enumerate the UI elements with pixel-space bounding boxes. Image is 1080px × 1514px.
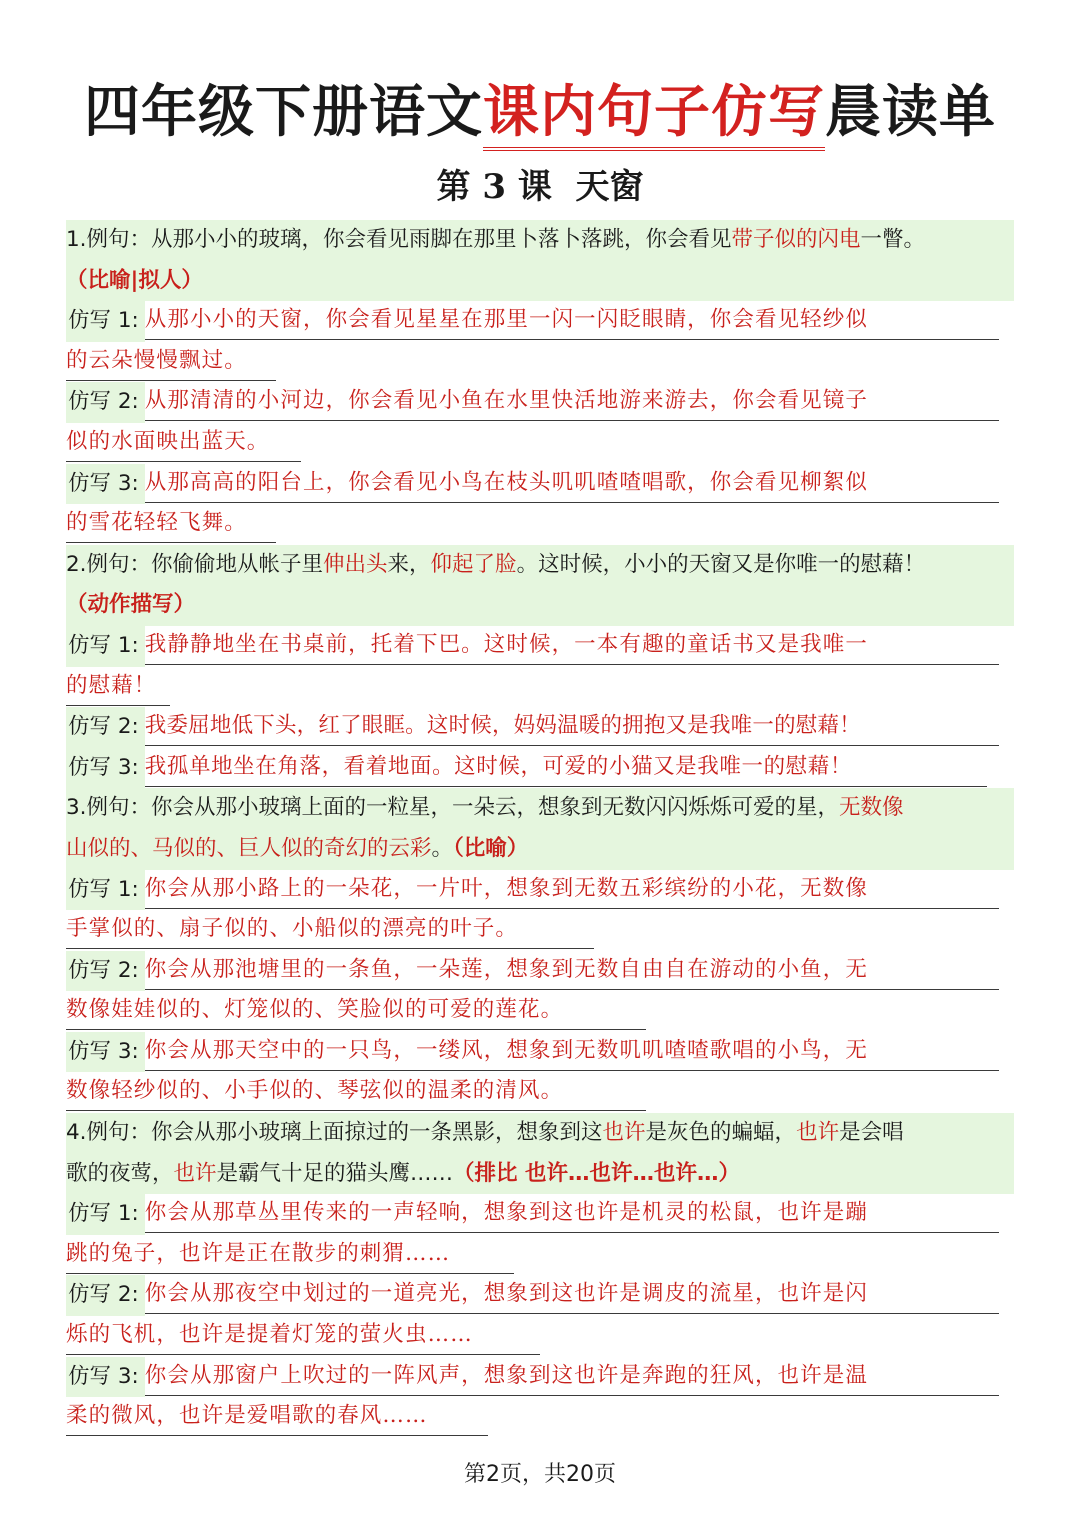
s3-imitation-3-line-2: 数像轻纱似的、小手似的、琴弦似的温柔的清风。: [66, 1072, 1014, 1113]
example-1-line-1: 1.例句：从那小小的玻璃，你会看见雨脚在那里卜落卜落跳，你会看见带子似的闪电一瞥。: [66, 220, 1014, 261]
s2-imitation-1-line-2: 的慰藉！: [66, 667, 1014, 708]
example-1-tag: （比喻|拟人）: [66, 267, 203, 293]
s1-imitation-2-line-1: 仿写 2: 从那清清的小河边，你会看见小鱼在水里快活地游来游去，你会看见镜子: [66, 382, 1014, 423]
example-3-line-1: 3.例句：你会从那小玻璃上面的一粒星，一朵云，想象到无数闪闪烁烁可爱的星，无数像: [66, 788, 1014, 829]
example-3-tag: （比喻）: [453, 835, 529, 861]
example-2-line-2: [66, 585, 1014, 626]
s4-imitation-3-line-2: 柔的微风，也许是爱唱歌的春风……: [66, 1397, 1014, 1438]
page-number: 第2页，共20页: [464, 1462, 616, 1487]
s2-imitation-2-line-1: 仿写 2: 我委屈地低下头，红了眼眶。这时候，妈妈温暖的拥抱又是我唯一的慰藉！: [66, 707, 1014, 748]
page-title: [0, 78, 1080, 148]
s1-imitation-3-line-2: 的雪花轻轻飞舞。: [66, 504, 1014, 545]
s4-imitation-3-line-1: 仿写 3: 你会从那窗户上吹过的一阵风声，想象到这也许是奔跑的狂风，也许是温: [66, 1357, 1014, 1398]
s1-imitation-1-line-1: 仿写 1: 从那小小的天窗，你会看见星星在那里一闪一闪眨眼睛，你会看见轻纱似: [66, 301, 1014, 342]
s3-imitation-2-line-1: 仿写 2: 你会从那池塘里的一条鱼，一朵莲，想象到无数自由自在游动的小鱼，无: [66, 951, 1014, 992]
s4-imitation-2-line-1: 仿写 2: 你会从那夜空中划过的一道亮光，想象到这也许是调皮的流星，也许是闪: [66, 1275, 1014, 1316]
example-2-tag: （动作描写）: [66, 592, 196, 618]
s3-imitation-1-line-2: 手掌似的、扇子似的、小船似的漂亮的叶子。: [66, 910, 1014, 951]
s3-imitation-1-line-1: 仿写 1: 你会从那小路上的一朵花，一片叶，想象到无数五彩缤纷的小花，无数像: [66, 870, 1014, 911]
s3-imitation-3-line-1: 仿写 3: 你会从那天空中的一只鸟，一缕风，想象到无数叽叽喳喳歌唱的小鸟，无: [66, 1032, 1014, 1073]
title-part-3: 晨读单: [825, 80, 996, 145]
title-part-2-highlight: 课内句子仿写: [483, 80, 825, 151]
s1-imitation-1-line-2: 的云朵慢慢飘过。: [66, 342, 1014, 383]
s4-imitation-2-line-2: 烁的飞机，也许是提着灯笼的萤火虫……: [66, 1316, 1014, 1357]
worksheet-content: [66, 220, 1014, 1438]
example-3-line-2: 山似的、马似的、巨人似的奇幻的云彩。（比喻）: [66, 829, 1014, 870]
example-4-tag: （排比 也许…也许…也许…）: [453, 1160, 741, 1186]
title-part-1: 四年级下册语文: [84, 80, 483, 145]
example-4-line-1: 4.例句：你会从那小玻璃上面掠过的一条黑影，想象到这也许是灰色的蝙蝠，也许是会唱: [66, 1113, 1014, 1154]
example-4-line-2: 歌的夜莺，也许是霸气十足的猫头鹰……（排比 也许…也许…也许…）: [66, 1154, 1014, 1195]
s2-imitation-3-line-1: 仿写 3: 我孤单地坐在角落，看着地面。这时候，可爱的小猫又是我唯一的慰藉！: [66, 748, 1014, 789]
example-2-line-1: 2.例句：你偷偷地从帐子里伸出头来，仰起了脸。这时候，小小的天窗又是你唯一的慰藉！: [66, 545, 1014, 586]
s1-imitation-3-line-1: 仿写 3: 从那高高的阳台上，你会看见小鸟在枝头叽叽喳喳唱歌，你会看见柳絮似: [66, 464, 1014, 505]
lesson-subtitle: 第 3 课 天窗: [436, 167, 644, 207]
s2-imitation-1-line-1: 仿写 1: 我静静地坐在书桌前，托着下巴。这时候，一本有趣的童话书又是我唯一: [66, 626, 1014, 667]
s4-imitation-1-line-2: 跳的兔子，也许是正在散步的刺猬……: [66, 1235, 1014, 1276]
s4-imitation-1-line-1: 仿写 1: 你会从那草丛里传来的一声轻响，想象到这也许是机灵的松鼠，也许是蹦: [66, 1194, 1014, 1235]
example-1-line-2: [66, 261, 1014, 302]
s1-imitation-2-line-2: 似的水面映出蓝天。: [66, 423, 1014, 464]
s3-imitation-2-line-2: 数像娃娃似的、灯笼似的、笑脸似的可爱的莲花。: [66, 991, 1014, 1032]
